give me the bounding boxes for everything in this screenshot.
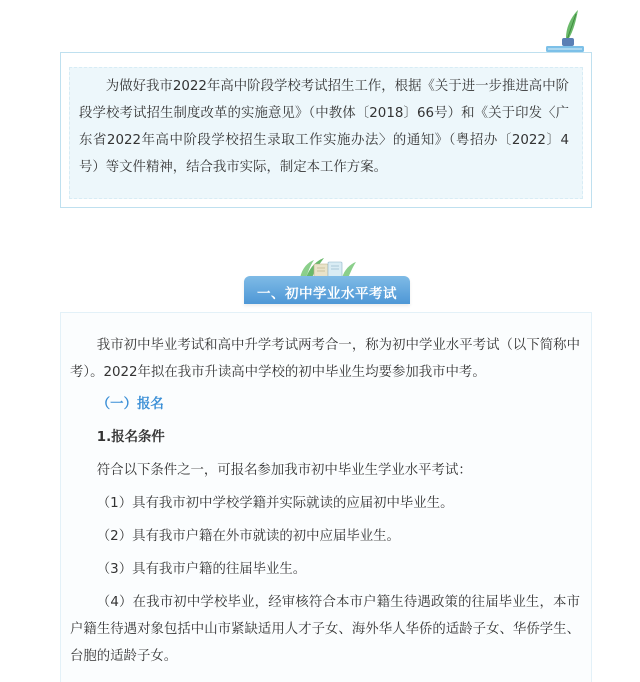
subheading-registration: （一）报名	[96, 397, 164, 412]
list-item: （3）具有我市户籍的往届毕业生。	[96, 562, 307, 577]
paragraph-intro: 我市初中毕业考试和高中升学考试两考合一，称为初中学业水平考试（以下简称中考）。2022年拟在我市升读高中学校的初中毕业生均要参加我市中考。	[70, 338, 580, 380]
paragraph-conditions: 符合以下条件之一，可报名参加我市初中毕业生学业水平考试：	[96, 463, 472, 478]
list-item: （1）具有我市初中学校学籍并实际就读的应届初中毕业生。	[96, 496, 454, 511]
list-item: （4）在我市初中学校毕业，经审核符合本市户籍生待遇政策的往届毕业生，本市户籍生待遇对象包括中山市紧缺适用人才子女、海外华人华侨的适龄子女、华侨学生、台胞的适龄子女。	[70, 595, 580, 664]
section-title: 一、初中学业水平考试	[257, 286, 397, 302]
intro-box	[60, 52, 592, 208]
section-header	[244, 254, 410, 306]
list-item: （2）具有我市户籍在外市就读的初中应届毕业生。	[96, 529, 400, 544]
subheading-conditions: 1.报名条件	[96, 430, 165, 445]
intro-paragraph: 为做好我市2022年高中阶段学校考试招生工作，根据《关于进一步推进高中阶段学校考试招生制度改革的实施意见》（中教体〔2018〕66号）和《关于印发〈广东省2022年高中阶段学校招生录取工作实施办法〉的通知》（粤招办〔2022〕4号）等文件精神，结合我市实际，制定本工作方案。	[79, 79, 569, 175]
